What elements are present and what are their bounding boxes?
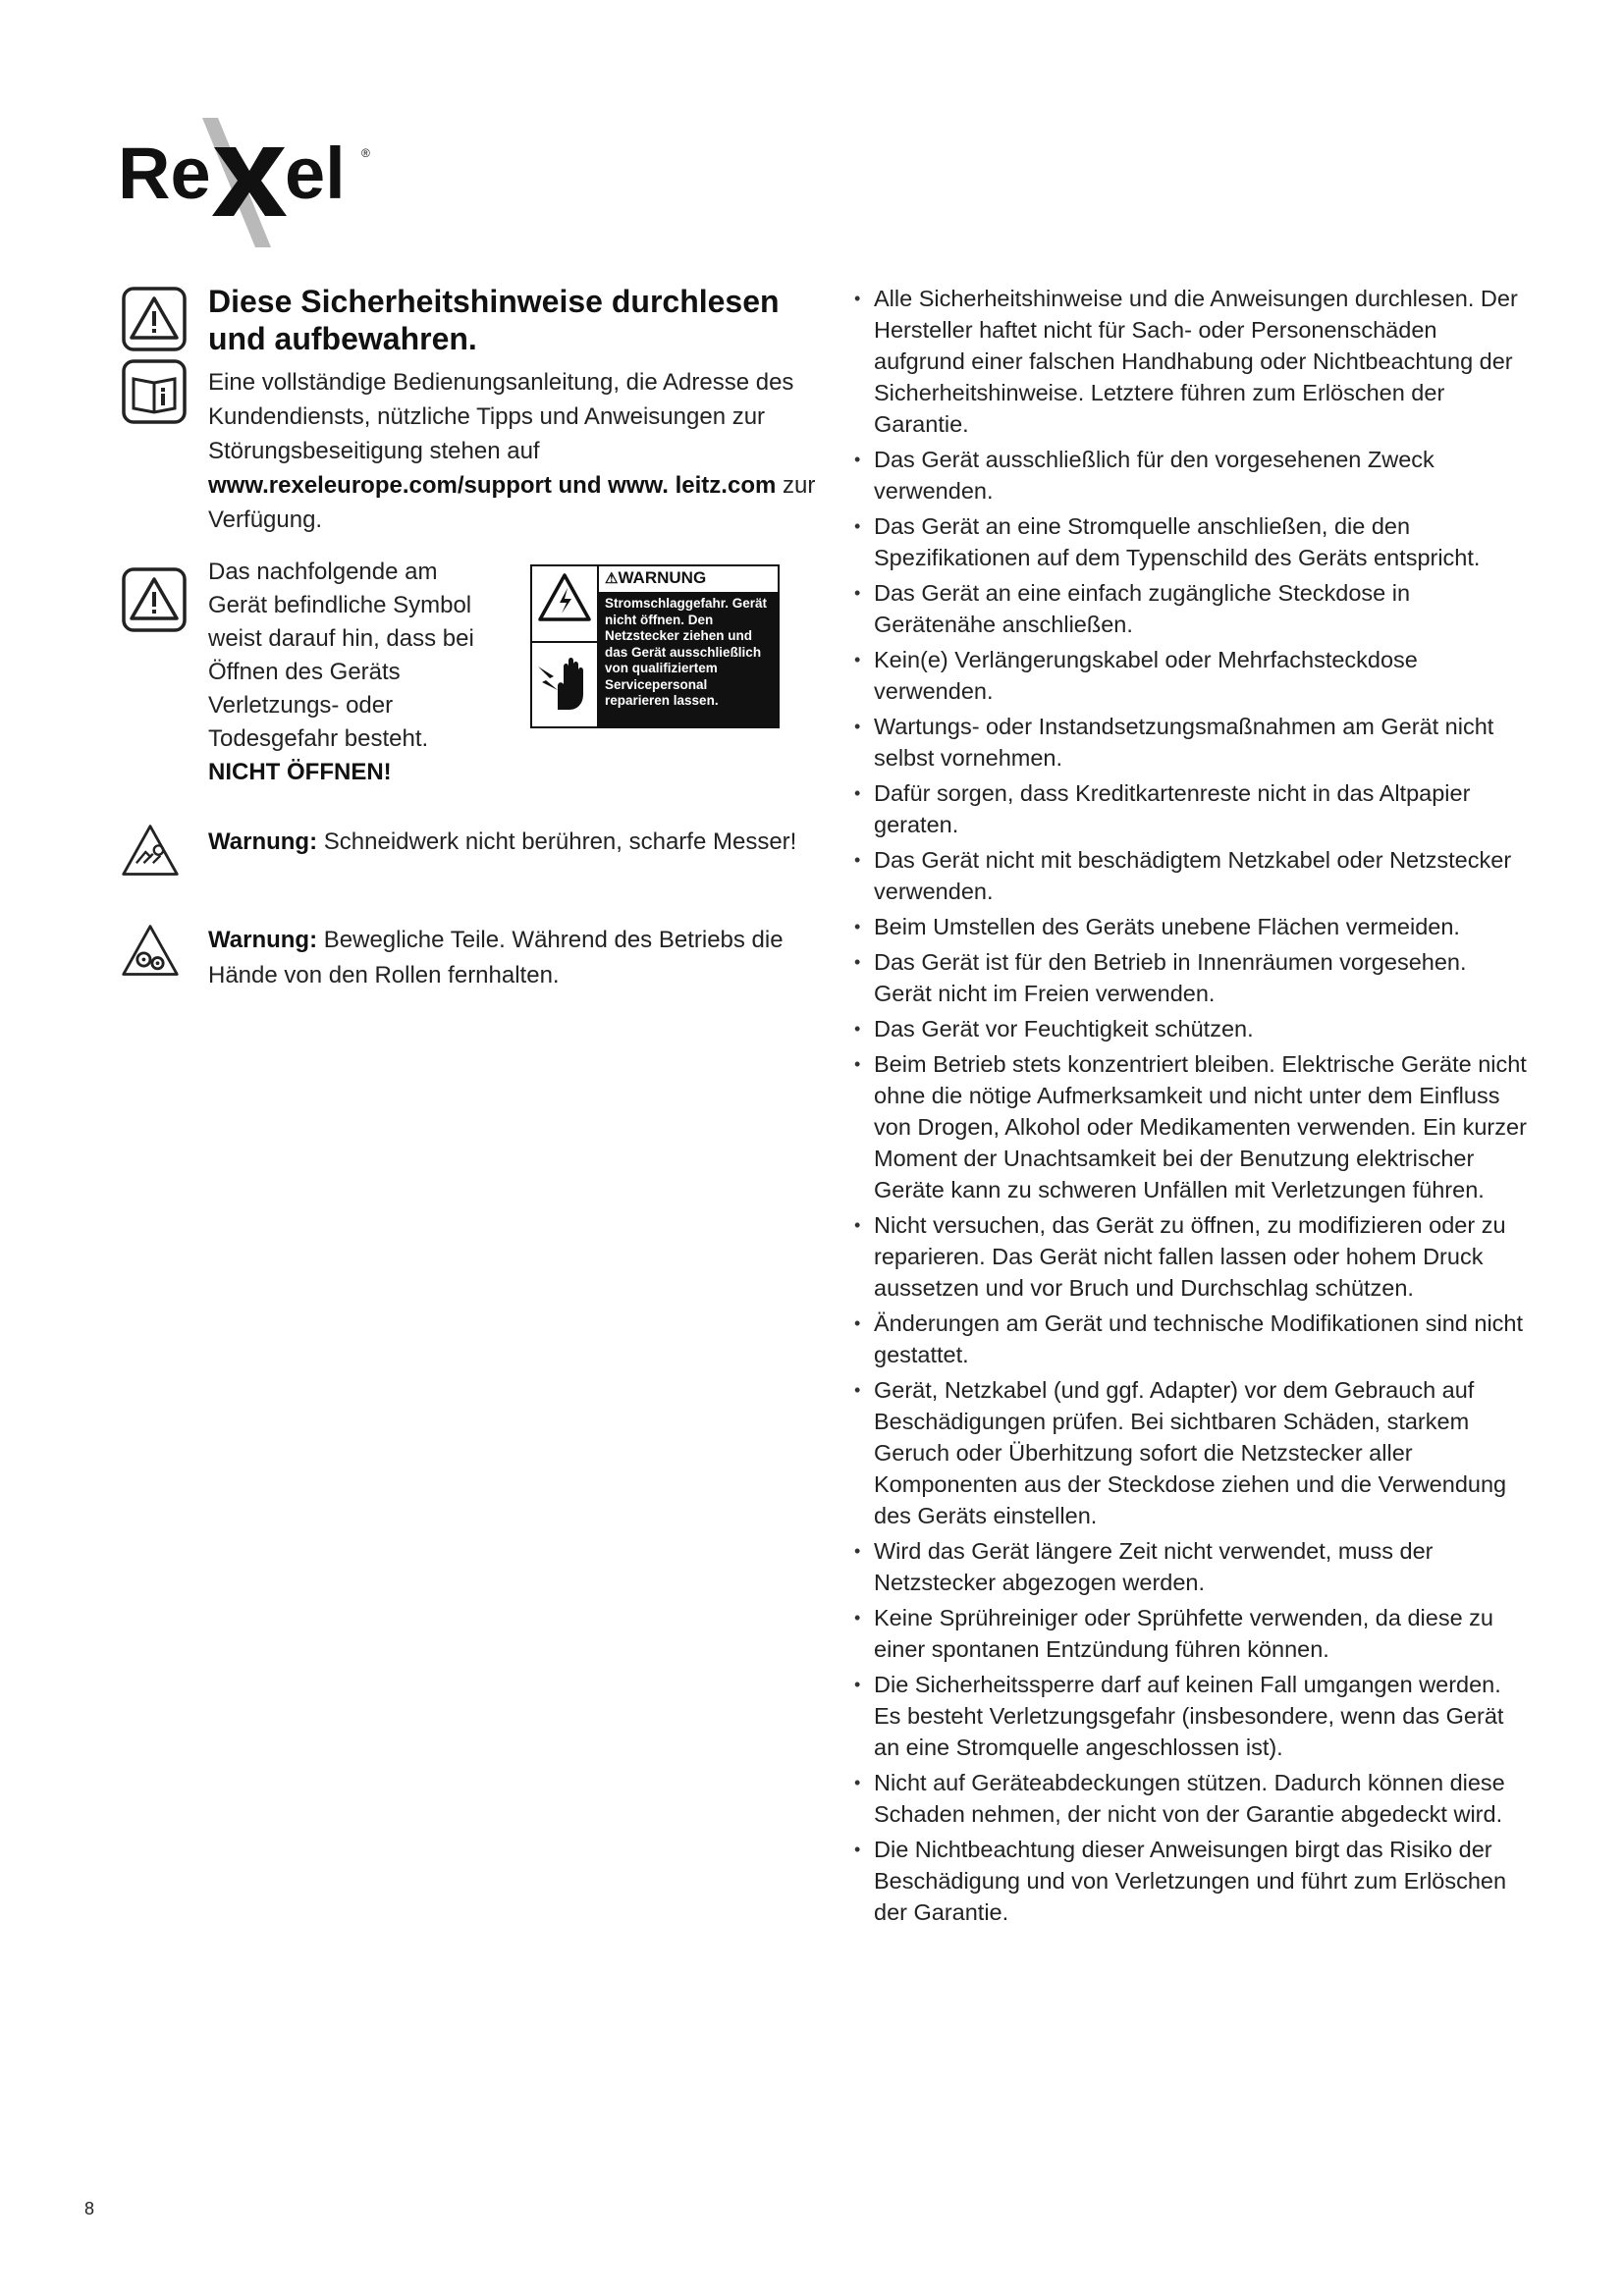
moving-parts-icon xyxy=(120,921,181,982)
rexel-logo xyxy=(116,110,381,252)
safety-instruction-item: • Die Nichtbeachtung dieser Anweisungen birgt das Risiko der Beschädigung und von Verletzungen und führt zum Erlöschen der Garantie. xyxy=(850,1834,1528,1928)
safety-instruction-item: • Das Gerät vor Feuchtigkeit schützen. xyxy=(850,1013,1528,1044)
label-heading: ⚠WARNUNG xyxy=(605,568,707,587)
label-body: Stromschlaggefahr. Gerät nicht öffnen. Den Netzstecker ziehen und das Gerät ausschließlich von qualifiziertem Servicepersonal reparieren lassen. xyxy=(599,592,778,726)
safety-instruction-item: • Das Gerät an eine einfach zugängliche Steckdose in Gerätenähe anschließen. xyxy=(850,577,1528,640)
symbol-text: Das nachfolgende am Gerät befindliche Symbol weist darauf hin, dass bei Öffnen des Geräts Verletzungs- oder Todesgefahr besteht. xyxy=(208,559,474,752)
hazard-moving-parts xyxy=(208,923,817,993)
safety-instruction-item: • Nicht versuchen, das Gerät zu öffnen, zu modifizieren oder zu reparieren. Das Gerät nicht fallen lassen oder hohem Druck aussetzen und vor Bruch und Durchschlag schützen. xyxy=(850,1209,1528,1304)
warning-label xyxy=(530,564,780,728)
safety-instruction-item: • Beim Betrieb stets konzentriert bleiben. Elektrische Geräte nicht ohne die nötige Aufmerksamkeit und nicht unter dem Einfluss von Drogen, Alkohol oder Medikamenten verwenden. Ein kurzer Moment der Unachtsamkeit bei der Benutzung elektrischer Geräte kann zu schweren Unfällen mit Verletzungen führen. xyxy=(850,1048,1528,1205)
safety-instruction-item: • Alle Sicherheitshinweise und die Anweisungen durchlesen. Der Hersteller haftet nicht für Sach- oder Personenschäden aufgrund einer falschen Handhabung oder Nichtbeachtung der Sicherheitshinweise. Letztere führen zum Erlöschen der Garantie. xyxy=(850,283,1528,440)
safety-instruction-item: • Beim Umstellen des Geräts unebene Flächen vermeiden. xyxy=(850,911,1528,942)
leitz-link[interactable]: leitz.com xyxy=(675,472,777,499)
svg-text:®: ® xyxy=(361,146,370,160)
hazard-moving-text: Bewegliche Teile. Während des Betriebs die Hände von den Rollen fernhalten. xyxy=(208,927,784,988)
safety-instruction-item: • Kein(e) Verlängerungskabel oder Mehrfachsteckdose verwenden. xyxy=(850,644,1528,707)
safety-instruction-item: • Wartungs- oder Instandsetzungsmaßnahmen am Gerät nicht selbst vornehmen. xyxy=(850,711,1528,774)
hand-lightning-icon xyxy=(536,647,593,712)
manual-info-icon xyxy=(122,359,187,424)
svg-text:el: el xyxy=(285,133,346,214)
safety-instruction-item: • Gerät, Netzkabel (und ggf. Adapter) vor dem Gebrauch auf Beschädigungen prüfen. Bei sichtbaren Schäden, starkem Geruch oder Überhitzung sofort die Netzstecker aller Komponenten aus der Steckdose ziehen und die Verwendung des Geräts einstellen. xyxy=(850,1374,1528,1531)
safety-instruction-item: • Keine Sprühreiniger oder Sprühfette verwenden, da diese zu einer spontanen Entzündung führen können. xyxy=(850,1602,1528,1665)
safety-instruction-item: • Das Gerät ausschließlich für den vorgesehenen Zweck verwenden. xyxy=(850,444,1528,507)
rexel-logo-mark xyxy=(116,110,381,252)
sharp-blades-icon xyxy=(120,821,181,881)
safety-instructions-list xyxy=(850,283,1528,1928)
do-not-open-text: NICHT ÖFFNEN! xyxy=(208,759,392,785)
hazard-moving-label: Warnung: xyxy=(208,927,318,953)
section-heading: Diese Sicherheitshinweise durchlesen und aufbewahren. xyxy=(208,284,780,356)
hazard-blades xyxy=(208,825,817,860)
warning-triangle-icon xyxy=(122,287,187,351)
hazard-blades-label: Warnung: xyxy=(208,828,318,855)
electric-shock-icon xyxy=(536,570,593,627)
safety-instruction-item: • Das Gerät nicht mit beschädigtem Netzkabel oder Netzstecker verwenden. xyxy=(850,844,1528,907)
safety-instruction-item: • Nicht auf Geräteabdeckungen stützen. Dadurch können diese Schaden nehmen, der nicht von der Garantie abgedeckt wird. xyxy=(850,1767,1528,1830)
safety-instruction-item: • Die Sicherheitssperre darf auf keinen Fall umgangen werden. Es besteht Verletzungsgefahr (insbesondere, wenn das Gerät an eine Stromquelle angeschlossen ist). xyxy=(850,1669,1528,1763)
symbol-explanation xyxy=(208,556,503,789)
intro-paragraph xyxy=(208,365,817,537)
warning-triangle-icon-2 xyxy=(122,567,187,632)
safety-instruction-item: • Dafür sorgen, dass Kreditkartenreste nicht in das Altpapier geraten. xyxy=(850,777,1528,840)
safety-instruction-item: • Änderungen am Gerät und technische Modifikationen sind nicht gestattet. xyxy=(850,1308,1528,1370)
page-number: 8 xyxy=(84,2199,95,2218)
intro-text: Eine vollständige Bedienungsanleitung, die Adresse des Kundendiensts, nützliche Tipps und Anweisungen zur Störungsbeseitigung stehen auf xyxy=(208,369,794,464)
right-column xyxy=(850,283,1528,1932)
intro-text-end: zur Verfügung. xyxy=(208,472,816,533)
safety-instruction-item: • Das Gerät an eine Stromquelle anschließen, die den Spezifikationen auf dem Typenschild des Geräts entspricht. xyxy=(850,510,1528,573)
support-link[interactable]: www.rexeleurope.com/support und www. xyxy=(208,472,669,499)
hazard-blades-text: Schneidwerk nicht berühren, scharfe Messer! xyxy=(317,828,797,855)
safety-instruction-item: • Das Gerät ist für den Betrieb in Innenräumen vorgesehen. Gerät nicht im Freien verwenden. xyxy=(850,946,1528,1009)
svg-text:Re: Re xyxy=(118,133,211,214)
safety-instruction-item: • Wird das Gerät längere Zeit nicht verwendet, muss der Netzstecker abgezogen werden. xyxy=(850,1535,1528,1598)
